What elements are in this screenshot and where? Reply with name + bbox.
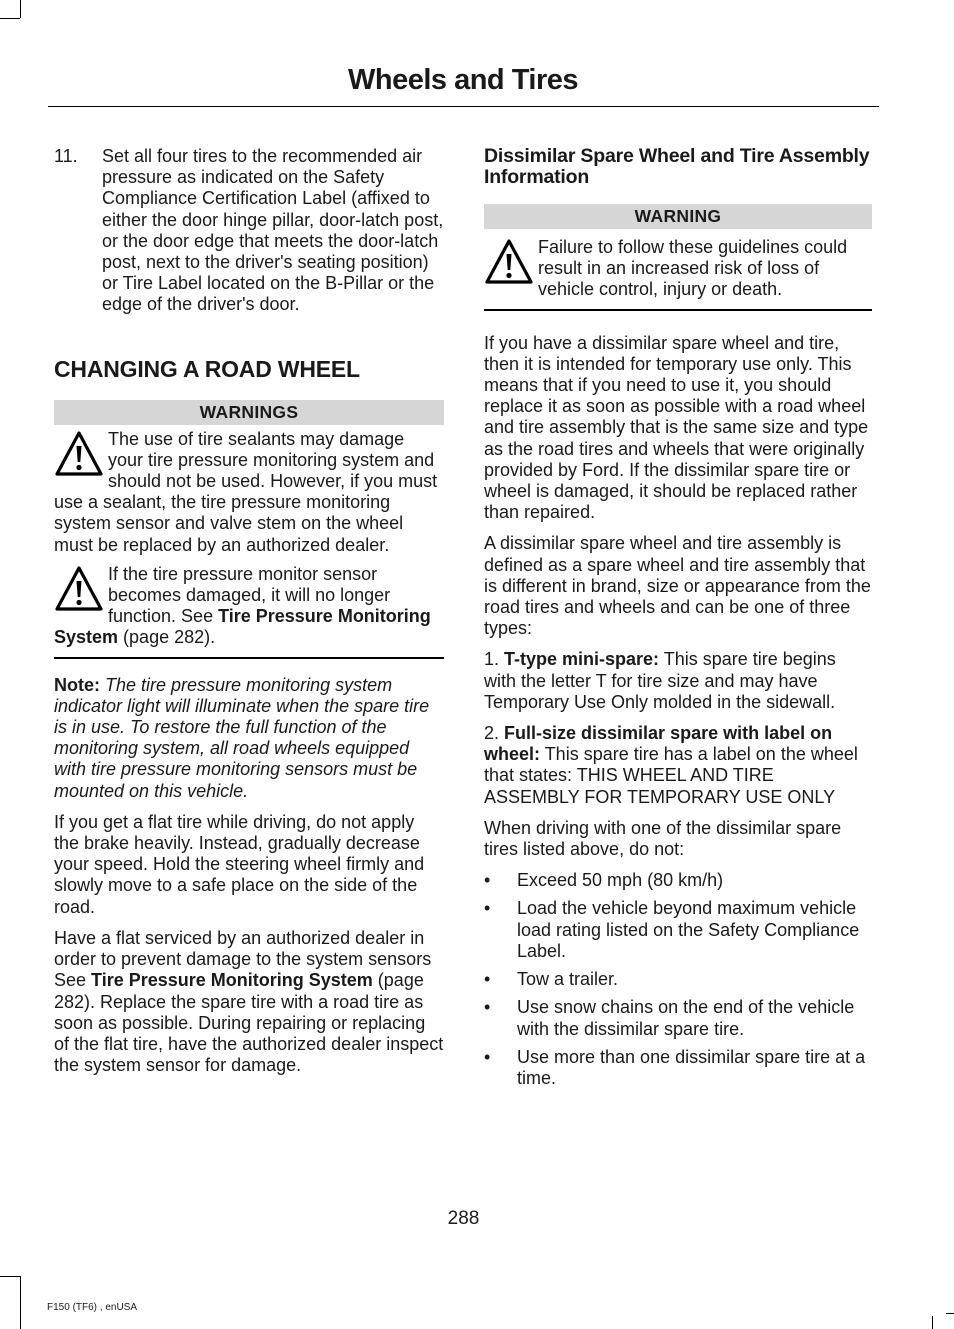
warning-header: WARNING — [484, 204, 872, 229]
body-paragraph: A dissimilar spare wheel and tire assembly is defined as a spare wheel and tire assembly that is different in brand, size or appearance from the road tires and wheels and can be one of three types: — [484, 533, 871, 639]
warning-triangle-icon — [484, 238, 534, 286]
spare-type-1 — [484, 649, 872, 713]
tire-pressure-link[interactable]: Tire Pressure Monitoring System — [54, 606, 431, 648]
list-item-text: Load the vehicle beyond maximum vehicle load rating listed on the Safety Compliance Label. — [517, 898, 860, 961]
warning-text: Failure to follow these guidelines could result in an increased risk of loss of vehicle control, injury or death. — [538, 237, 848, 300]
warning-item — [484, 237, 872, 301]
warnings-header: WARNINGS — [54, 400, 444, 425]
body-text: (page 282). Replace the spare tire with a road tire as soon as possible. During repairing or replacing of the flat tire, have the authorized dealer inspect the system sensor for damage. — [54, 970, 444, 1076]
body-paragraph: When driving with one of the dissimilar spare tires listed above, do not: — [484, 817, 842, 860]
list-item — [484, 870, 872, 891]
warning-triangle-icon — [54, 430, 104, 478]
crop-mark-top-left-vertical — [20, 0, 21, 18]
item-label: Full-size dissimilar spare with label on wheel: — [484, 723, 833, 765]
crop-mark-bottom-left-vertical — [20, 1276, 21, 1329]
note-paragraph — [54, 675, 444, 802]
bullet: • — [484, 898, 491, 919]
item-text: This spare tire begins with the letter T for tire size and may have Temporary Use Only molded in the sidewall. — [484, 649, 836, 712]
warning-text — [54, 564, 444, 649]
body-paragraph: If you get a flat tire while driving, do not apply the brake heavily. Instead, gradually decrease your speed. Hold the steering wheel firmly and slowly move to a safe place on the side of the road. — [54, 811, 425, 917]
warning-text-body: If the tire pressure monitor sensor becomes damaged, it will no longer function. See — [108, 563, 391, 627]
crop-mark-top-left — [0, 18, 20, 19]
warning-item — [54, 429, 444, 556]
item-number: 2. — [484, 723, 505, 744]
body-paragraph — [54, 928, 444, 1076]
warning-triangle-icon — [54, 565, 104, 613]
list-item-text: Tow a trailer. — [517, 969, 619, 990]
step-number: 11. — [54, 146, 78, 166]
section-heading: CHANGING A ROAD WHEEL — [54, 355, 360, 382]
left-column — [54, 146, 444, 1086]
bullet: • — [484, 969, 491, 990]
bullet: • — [484, 1046, 491, 1067]
title-divider — [48, 106, 879, 107]
list-item-text: Use more than one dissimilar spare tire at a time. — [517, 1046, 866, 1088]
body-text: Have a flat serviced by an authorized dealer in order to prevent damage to the system sensors See — [54, 927, 432, 991]
item-text: This spare tire has a label on the wheel that states: THIS WHEEL AND TIRE ASSEMBLY FOR TEMPORARY USE ONLY — [484, 744, 858, 807]
page-number: 288 — [447, 1208, 480, 1229]
bullet: • — [484, 870, 491, 891]
note-text: The tire pressure monitoring system indicator light will illuminate when the spare tire is in use. To restore the full function of the monitoring system, all road wheels equipped with tire pressure monitoring sensors must be mounted on this vehicle. — [54, 674, 430, 801]
list-item — [484, 969, 872, 990]
list-item — [484, 1047, 872, 1089]
list-item-text: Use snow chains on the end of the vehicle with the dissimilar spare tire. — [517, 997, 855, 1039]
page-title: Wheels and Tires — [348, 64, 578, 96]
crop-mark-bottom-right-2 — [946, 1313, 954, 1314]
warning-item — [54, 564, 444, 649]
right-column — [484, 146, 872, 1096]
page-reference: (page 282). — [118, 627, 216, 648]
crop-mark-bottom-left — [0, 1276, 20, 1277]
footer-code: F150 (TF6) , enUSA — [47, 1302, 138, 1313]
subsection-heading: Dissimilar Spare Wheel and Tire Assembly Information — [484, 145, 870, 188]
tire-pressure-link[interactable]: Tire Pressure Monitoring System — [91, 970, 373, 991]
warning-text: The use of tire sealants may damage your tire pressure monitoring system and should not be used. However, if you must use a sealant, the tire pressure monitoring system sensor and valve stem on the wheel must be replaced by an authorized dealer. — [54, 428, 438, 555]
spare-type-2 — [484, 723, 872, 808]
step-11 — [54, 146, 444, 326]
list-item-text: Exceed 50 mph (80 km/h) — [517, 870, 724, 891]
item-label: T-type mini-spare: — [504, 649, 660, 670]
crop-mark-bottom-right — [932, 1316, 933, 1329]
step-text: Set all four tires to the recommended air pressure as indicated on the Safety Compliance Certification Label (affixed to either the door hinge pillar, door-latch post, or the door edge that meets the door-latch post, next to the driver's seating position) or Tire Label located on the B-Pillar or the edge of the driver's door. — [102, 146, 444, 315]
bullet: • — [484, 997, 491, 1018]
restrictions-list — [484, 870, 872, 1089]
warning-divider — [54, 657, 444, 659]
list-item — [484, 898, 872, 962]
body-paragraph: If you have a dissimilar spare wheel and tire, then it is intended for temporary use only. This means that if you need to use it, you should replace it as soon as possible with a road wheel and tire assembly that is the same size and type as the road tires and wheels that were originally provided by Ford. If the dissimilar spare tire or wheel is damaged, it should be replaced rather than repaired. — [484, 332, 869, 523]
note-label: Note: — [54, 674, 100, 695]
item-number: 1. — [484, 649, 505, 670]
list-item — [484, 997, 872, 1039]
warning-divider — [484, 309, 872, 311]
